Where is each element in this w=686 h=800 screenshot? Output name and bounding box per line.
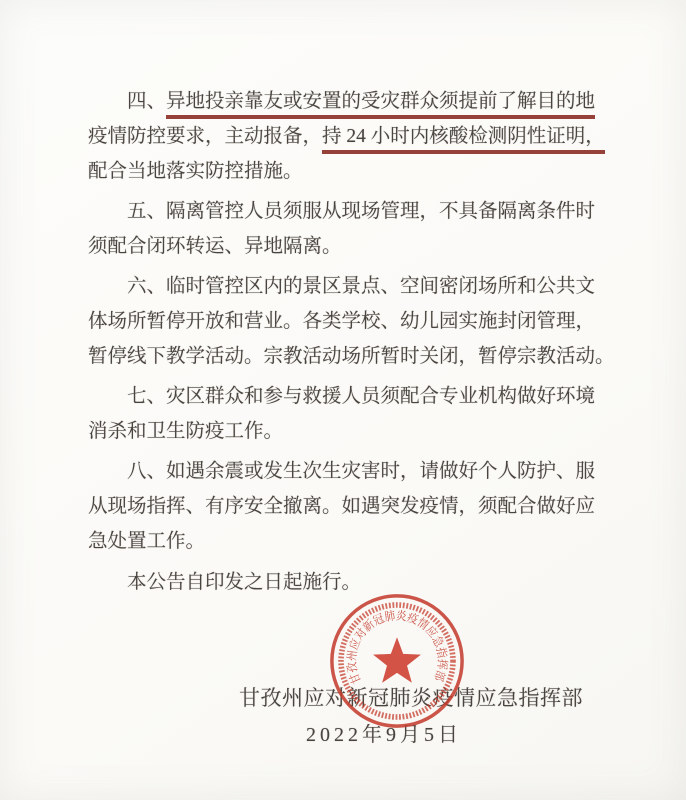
paragraph (88, 269, 615, 374)
text-segment: 六、临时管控区内的景区景点、空间密闭场所和公共文 (127, 276, 596, 297)
paragraph (88, 379, 608, 449)
text-segment: 四、 (127, 91, 167, 112)
text-segment: 七、灾区群众和参与救援人员须配合专业机构做好环境 (127, 386, 596, 407)
text-line (88, 489, 608, 524)
text-line (88, 154, 608, 189)
text-segment: 配合当地落实防控措施。 (88, 161, 303, 182)
red-underlined-text: 异地投亲靠友或安置的受灾群众须提前了解目的地 (166, 91, 595, 119)
text-segment: 暂停线下教学活动。宗教活动场所暂时关闭，暂停宗教活动。 (88, 346, 615, 367)
text-line (88, 269, 608, 304)
red-underlined-text: 持 24 小时内核酸检测阴性证明， (322, 126, 605, 154)
text-line (88, 304, 608, 339)
issuer-signature: 甘孜州应对新冠肺炎疫情应急指挥部 (239, 686, 583, 710)
text-line (88, 524, 608, 559)
paragraph (88, 454, 608, 559)
seal-arc-text: 甘孜州应对新冠肺炎疫情应急指挥部 (344, 608, 450, 687)
text-line (88, 84, 608, 119)
text-segment: 消杀和卫生防疫工作。 (88, 421, 284, 442)
paragraph (88, 84, 608, 189)
text-line (88, 414, 608, 449)
notice-footer (0, 585, 686, 800)
text-line (88, 454, 608, 489)
text-segment: 疫情防控要求，主动报备， (88, 126, 323, 147)
text-line (88, 339, 615, 374)
official-red-seal (327, 591, 467, 731)
paragraph (88, 194, 608, 264)
star-icon (373, 637, 421, 683)
text-segment: 急处置工作。 (88, 531, 206, 552)
text-segment: 本公告自印发之日起施行。 (127, 572, 362, 593)
text-segment: 从现场指挥、有序安全撤离。如遇突发疫情，须配合做好应 (88, 496, 596, 517)
text-line (88, 379, 608, 414)
text-segment: 体场所暂停开放和营业。各类学校、幼儿园实施封闭管理， (88, 311, 596, 332)
text-segment: 须配合闭环转运、异地隔离。 (88, 236, 342, 257)
notice-body (88, 84, 615, 605)
text-line (88, 119, 608, 154)
text-line (88, 229, 608, 264)
issue-date: 2022年9月5日 (306, 724, 462, 746)
text-segment: 八、如遇余震或发生次生灾害时，请做好个人防护、服 (127, 461, 596, 482)
text-segment: 五、隔离管控人员须服从现场管理，不具备隔离条件时 (127, 201, 596, 222)
text-line (88, 194, 608, 229)
